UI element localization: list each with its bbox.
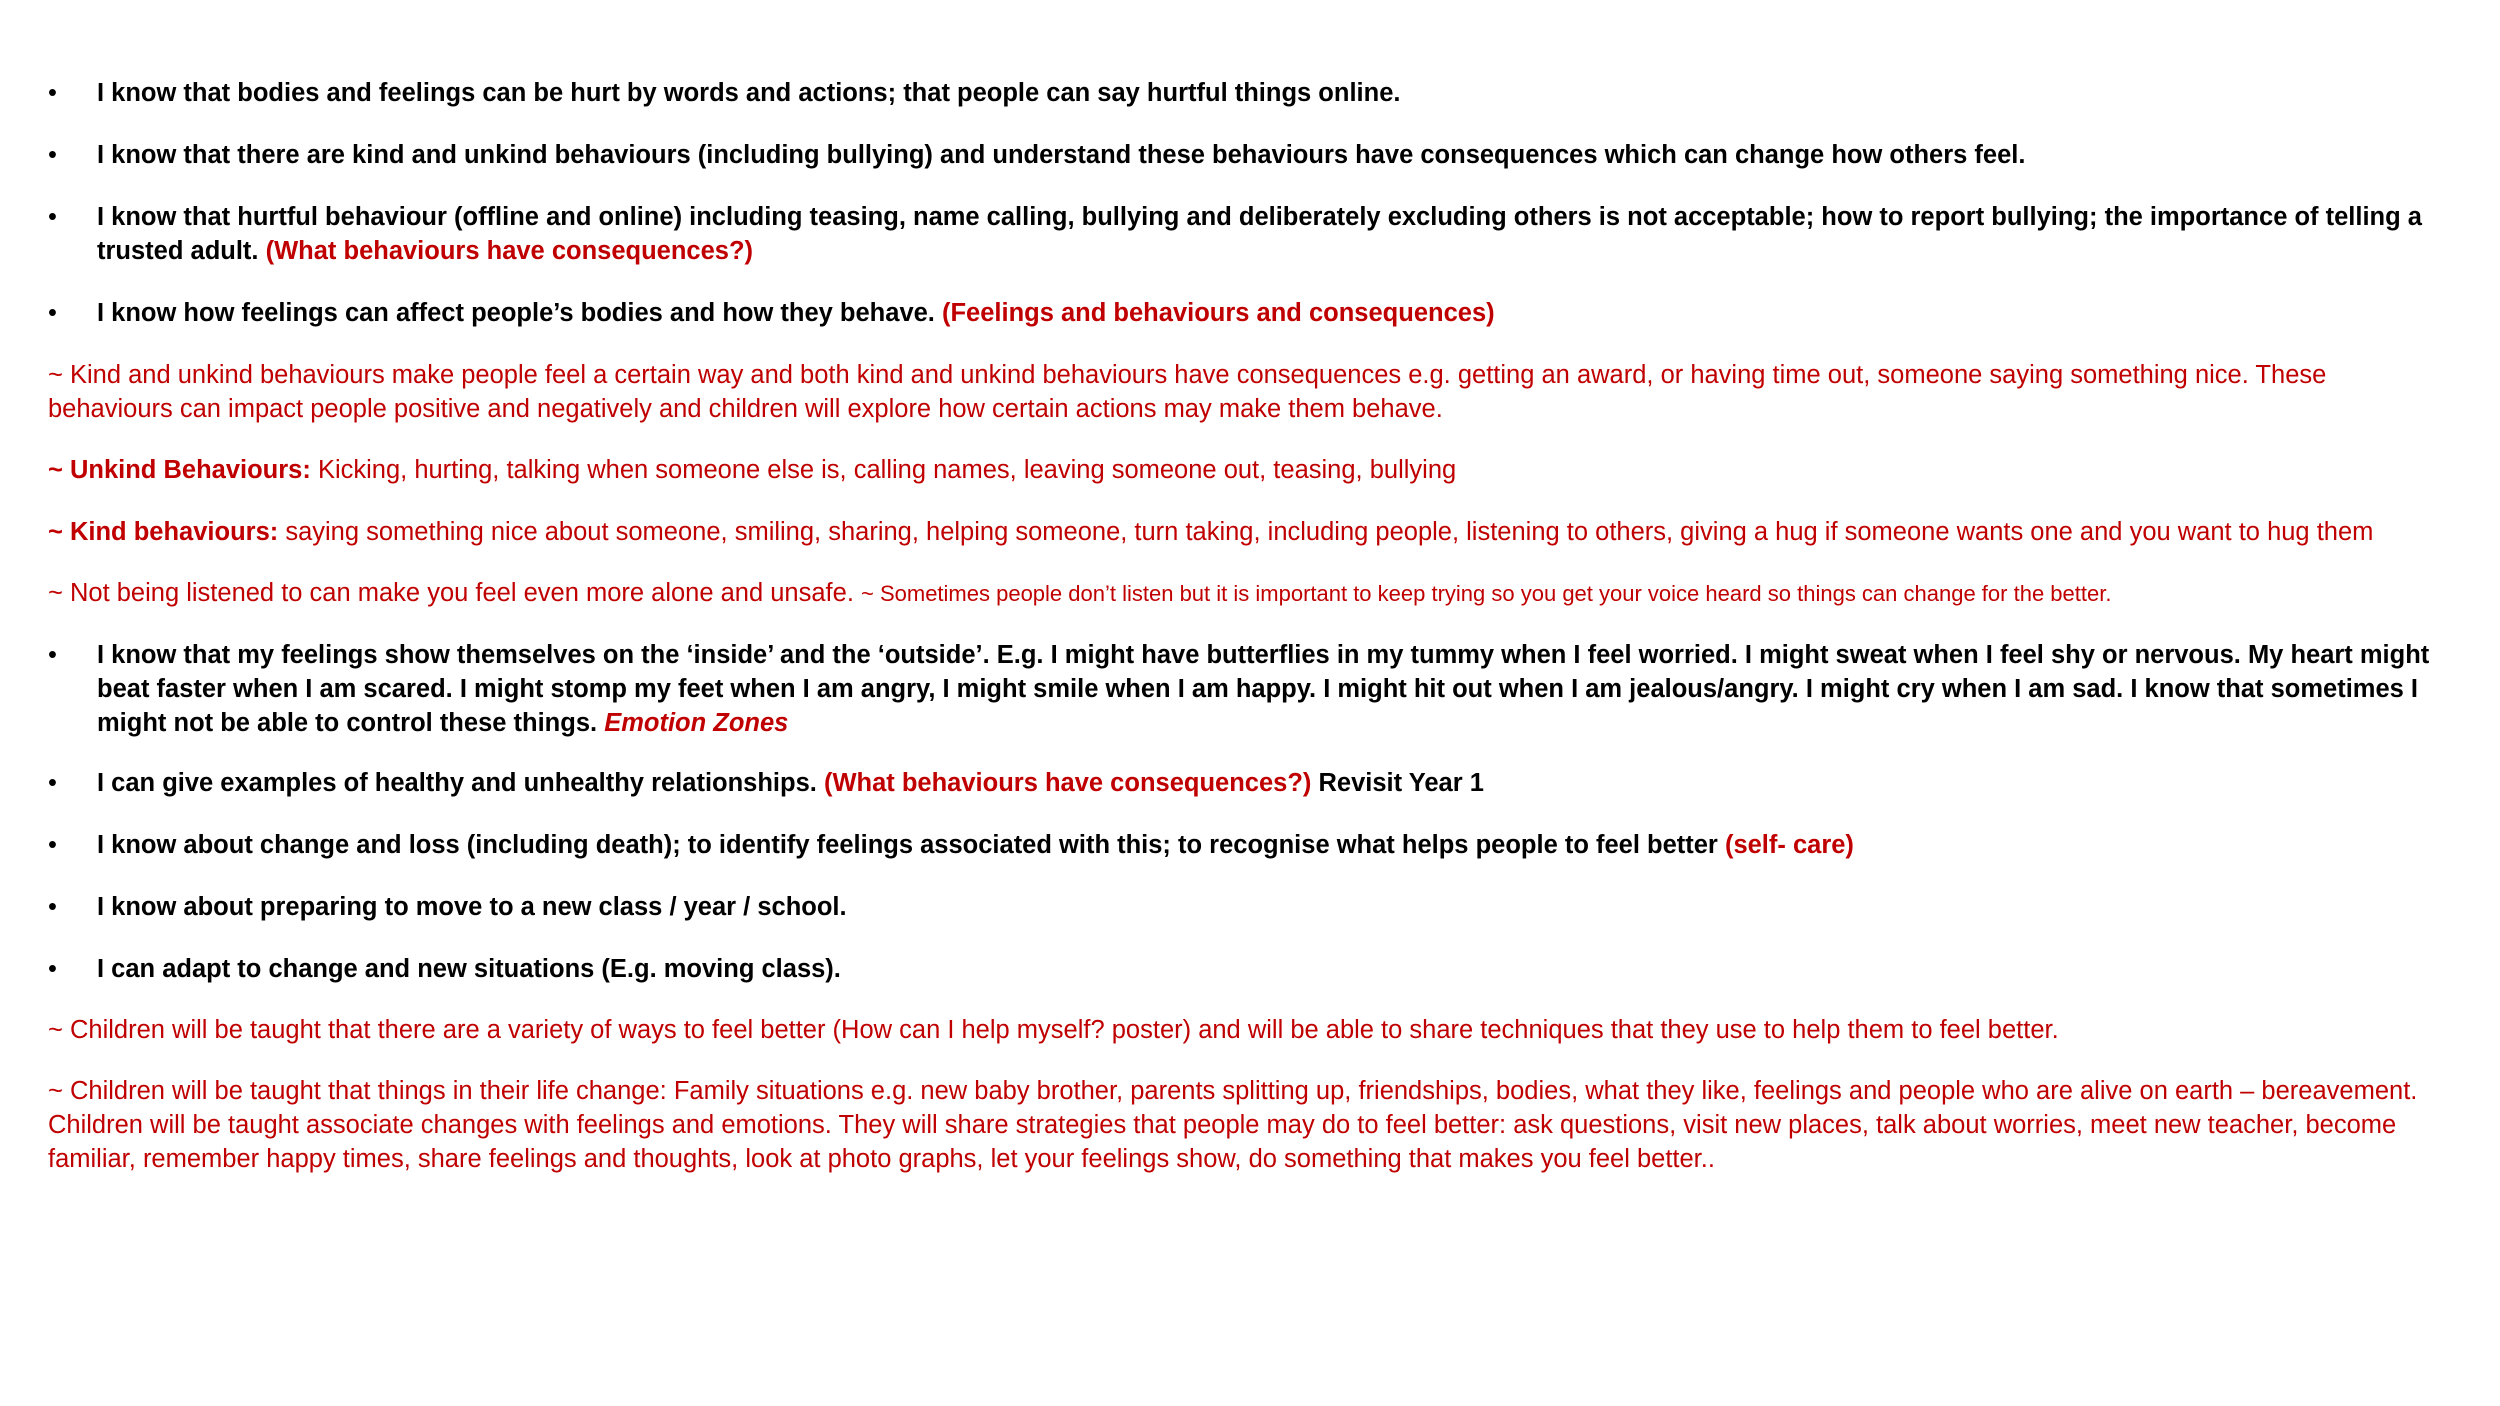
text-run: ~ Not being listened to can make you feel even more alone and unsafe. — [48, 579, 861, 607]
bullet-item — [48, 76, 2443, 110]
text-run: (Feelings and behaviours and consequences) — [941, 299, 1495, 327]
note-paragraph — [48, 515, 2443, 549]
bullet-item — [48, 638, 2443, 740]
text-run: ~ Children will be taught that there are a variety of ways to feel better (How can I help myself? poster) and will be able to share techniques that they use to help them to feel better. — [48, 1016, 2059, 1044]
note-paragraph — [48, 1074, 2443, 1176]
text-run: I know that there are kind and unkind behaviours (including bullying) and understand these behaviours have consequences which can change how others feel. — [97, 141, 2026, 169]
text-run: I know how feelings can affect people’s bodies and how they behave. — [97, 299, 942, 327]
text-run: (self- care) — [1724, 831, 1854, 859]
text-run: I can adapt to change and new situations (E.g. moving class). — [97, 955, 841, 983]
bullet-dot: • — [48, 893, 57, 921]
note-paragraph — [48, 1013, 2443, 1047]
text-run: I can give examples of healthy and unhealthy relationships. — [97, 769, 824, 797]
bullet-dot: • — [48, 769, 57, 797]
text-run: (What behaviours have consequences?) — [265, 237, 754, 265]
text-run: Kicking, hurting, talking when someone else is, calling names, leaving someone out, teasing, bullying — [310, 456, 1457, 484]
text-run: ~ Children will be taught that things in their life change: Family situations e.g. new baby brother, parents splitting up, friendships, bodies, what they like, feelings and people who are alive on earth – bereavement. Children will be taught associate changes with feelings and emotions. They will share strategies that people may do to feel better: ask questions, visit new places, talk about worries, meet new teacher, become familiar, remember happy times, share feelings and thoughts, look at photo graphs, let your feelings show, do something that makes you feel better.. — [48, 1077, 2418, 1173]
bullet-dot: • — [48, 955, 57, 983]
note-paragraph — [48, 453, 2443, 487]
text-run: ~ Sometimes people don’t listen but it is important to keep trying so you get your voice heard so things can change for the better. — [861, 581, 2112, 606]
bullet-dot: • — [48, 831, 57, 859]
text-run: ~ Unkind Behaviours: — [48, 456, 311, 484]
text-run: Revisit Year 1 — [1311, 769, 1484, 797]
bullet-item — [48, 296, 2443, 330]
text-run: Emotion Zones — [604, 709, 789, 737]
note-paragraph — [48, 358, 2443, 426]
text-run: I know that bodies and feelings can be hurt by words and actions; that people can say hurtful things online. — [97, 79, 1401, 107]
text-run: (What behaviours have consequences?) — [823, 769, 1312, 797]
text-run: I know about change and loss (including death); to identify feelings associated with this; to recognise what helps people to feel better — [97, 831, 1725, 859]
bullet-dot: • — [48, 141, 57, 169]
bullet-dot: • — [48, 299, 57, 327]
text-run: I know that my feelings show themselves on the ‘inside’ and the ‘outside’. E.g. I might have butterflies in my tummy when I feel worried. I might sweat when I feel shy or nervous. My heart might beat faster when I am scared. I might stomp my feet when I am angry, I might smile when I am happy. I might hit out when I am jealous/angry. I might cry when I am sad. I know that sometimes I might not be able to control these things. — [97, 641, 2430, 737]
bullet-item — [48, 766, 2443, 800]
document-page — [48, 76, 2443, 1176]
bullet-dot: • — [48, 79, 57, 107]
note-paragraph — [48, 576, 2443, 611]
text-run: ~ Kind and unkind behaviours make people feel a certain way and both kind and unkind behaviours have consequences e.g. getting an award, or having time out, someone saying something nice. These behaviours can impact people positive and negatively and children will explore how certain actions may make them behave. — [48, 361, 2327, 423]
text-run: ~ Kind behaviours: — [48, 518, 279, 546]
text-run: saying something nice about someone, smiling, sharing, helping someone, turn taking, including people, listening to others, giving a hug if someone wants one and you want to hug them — [278, 518, 2374, 546]
text-run: I know about preparing to move to a new class / year / school. — [97, 893, 847, 921]
bullet-item — [48, 828, 2443, 862]
bullet-item — [48, 890, 2443, 924]
bullet-item — [48, 138, 2443, 172]
text-run: I know that hurtful behaviour (offline and online) including teasing, name calling, bullying and deliberately excluding others is not acceptable; how to report bullying; the importance of telling a trusted adult. — [97, 203, 2422, 265]
bullet-dot: • — [48, 641, 57, 669]
bullet-item — [48, 200, 2443, 268]
bullet-item — [48, 952, 2443, 986]
bullet-dot: • — [48, 203, 57, 231]
